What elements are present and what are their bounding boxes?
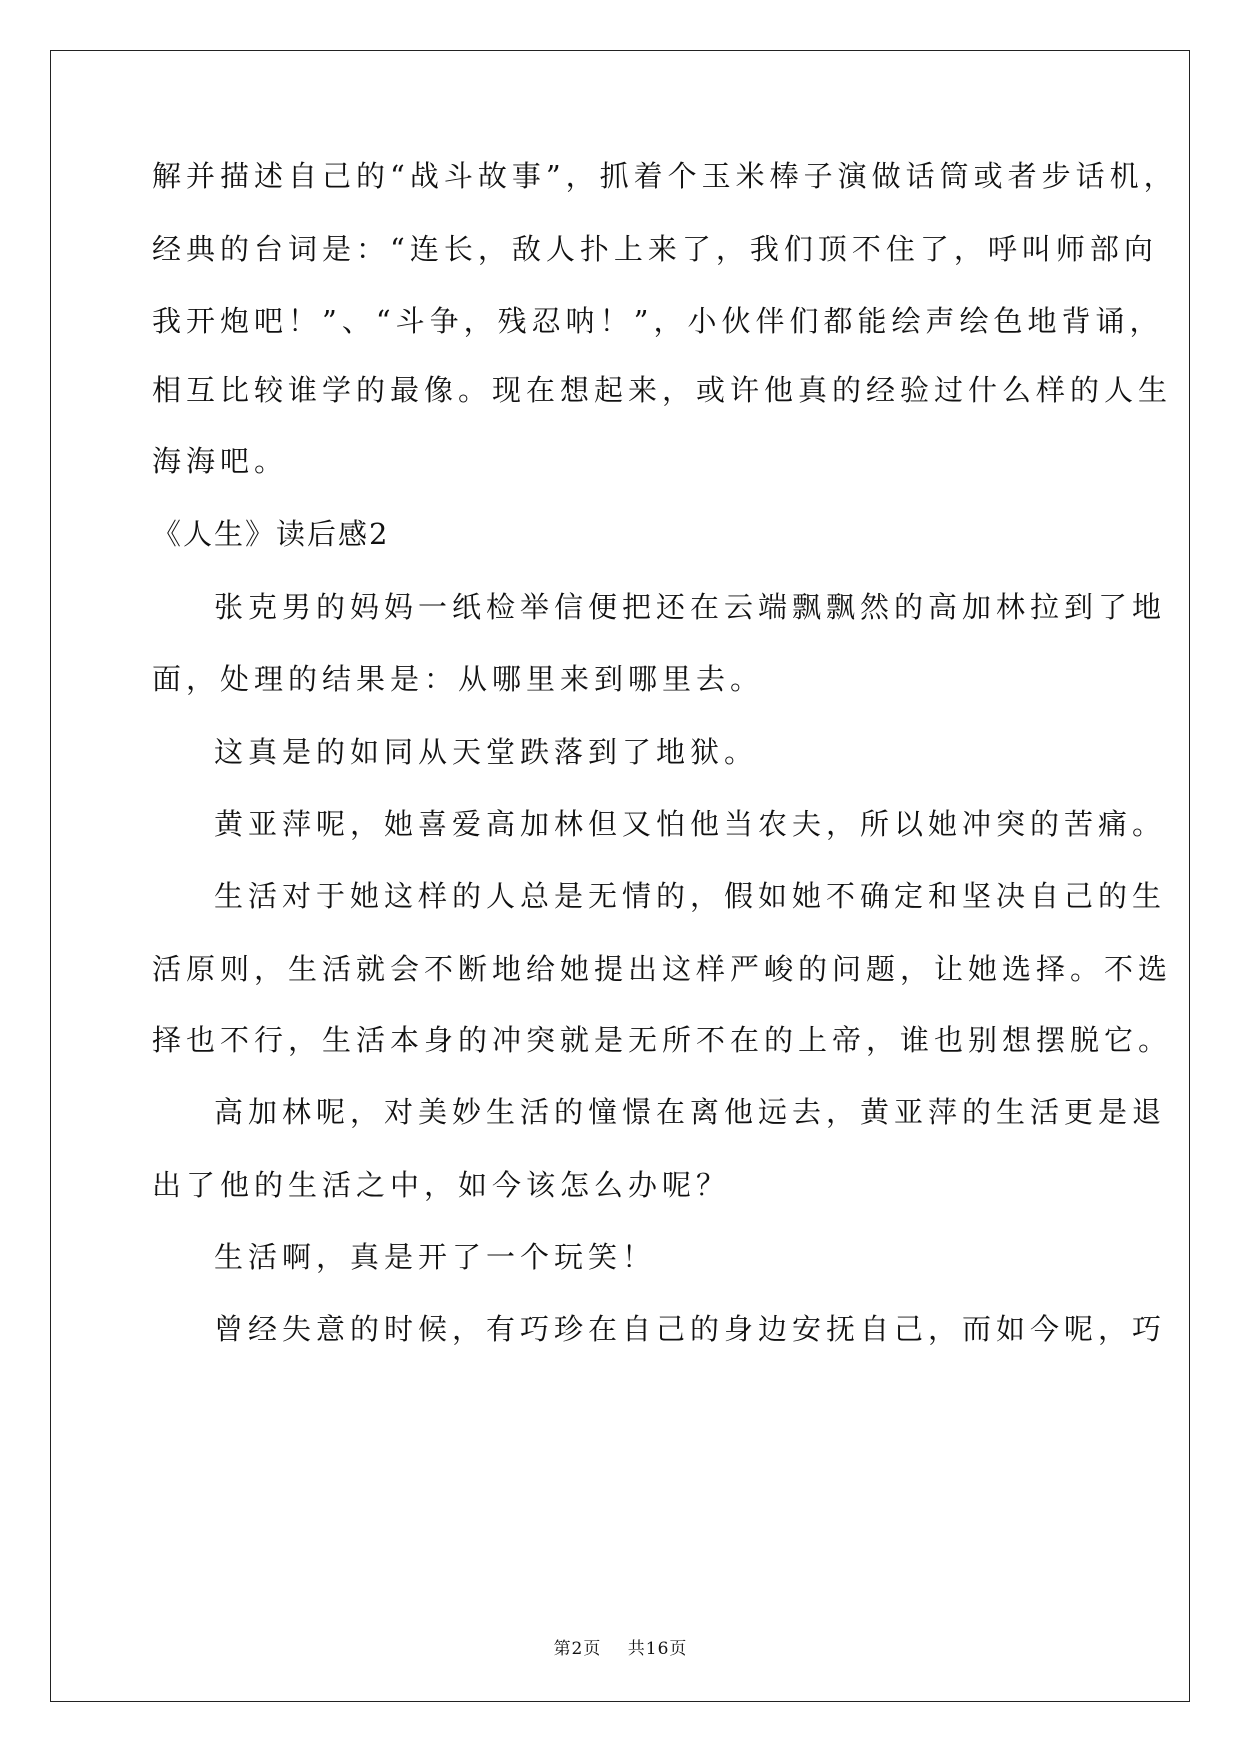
paragraph-line: 经典的台词是：“连长，敌人扑上来了，我们顶不住了，呼叫师部向 xyxy=(152,232,1158,266)
paragraph-line: 择也不行，生活本身的冲突就是无所不在的上帝，谁也别想摆脱它。 xyxy=(152,1023,1173,1057)
paragraph-line: 黄亚萍呢，她喜爱高加林但又怕他当农夫，所以她冲突的苦痛。 xyxy=(214,807,1167,841)
page-number: 第2页 xyxy=(553,1639,602,1659)
page-footer xyxy=(0,1634,1241,1659)
paragraph-line: 相互比较谁学的最像。现在想起来，或许他真的经验过什么样的人生 xyxy=(152,373,1173,407)
paragraph-line: 出了他的生活之中，如今该怎么办呢？ xyxy=(152,1168,731,1202)
paragraph-line: 生活对于她这样的人总是无情的，假如她不确定和坚决自己的生 xyxy=(214,879,1167,913)
paragraph-line: 我开炮吧！”、“斗争，残忍呐！”，小伙伴们都能绘声绘色地背诵， xyxy=(152,304,1164,338)
paragraph-line: 高加林呢，对美妙生活的憧憬在离他远去，黄亚萍的生活更是退 xyxy=(214,1095,1167,1129)
paragraph-line: 海海吧。 xyxy=(152,444,289,478)
paragraph-line: 活原则，生活就会不断地给她提出这样严峻的问题，让她选择。不选 xyxy=(152,952,1173,986)
paragraph-line: 解并描述自己的“战斗故事”，抓着个玉米棒子演做话筒或者步话机， xyxy=(152,159,1178,193)
paragraph-line: 张克男的妈妈一纸检举信便把还在云端飘飘然的高加林拉到了地 xyxy=(214,590,1167,624)
section-heading: 《人生》读后感2 xyxy=(152,517,390,551)
paragraph-line: 曾经失意的时候，有巧珍在自己的身边安抚自己，而如今呢，巧 xyxy=(214,1312,1167,1346)
page-border xyxy=(50,50,1190,1702)
paragraph-line: 面，处理的结果是：从哪里来到哪里去。 xyxy=(152,662,765,696)
page-total: 共16页 xyxy=(627,1639,688,1659)
paragraph-line: 这真是的如同从天堂跌落到了地狱。 xyxy=(214,735,759,769)
paragraph-line: 生活啊，真是开了一个玩笑！ xyxy=(214,1240,657,1274)
